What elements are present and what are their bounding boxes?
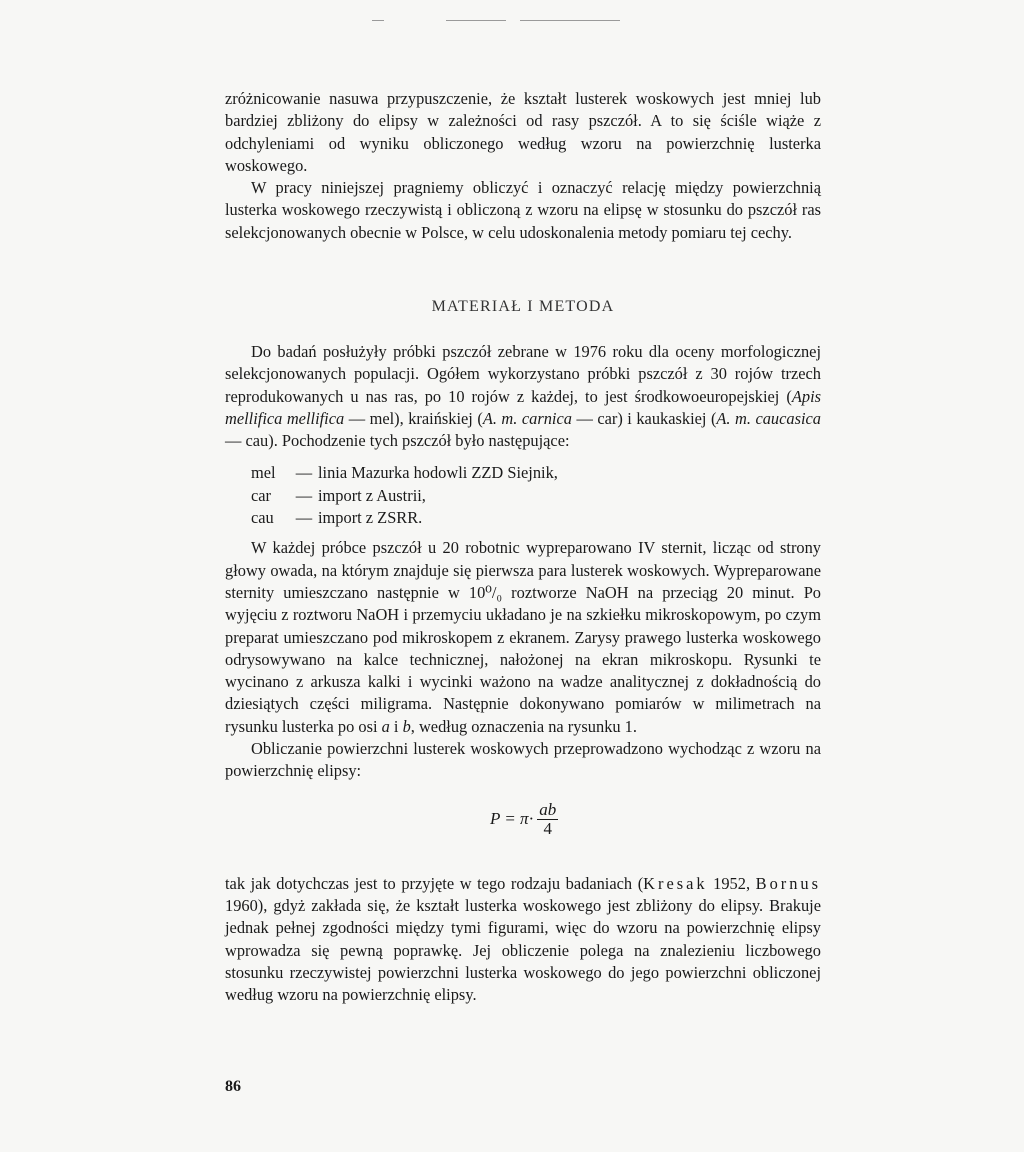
intro-paragraph: W pracy niniejszej pragniemy obliczyć i oznaczyć relację między powierzchnią lusterka woskowego rzeczywistą i obliczoną z wzoru na elipsę w stosunku do pszczół ras selekcjonowanych obecnie w Polsce, w celu udoskonalenia metody pomiaru tej cechy. bbox=[225, 178, 821, 242]
text-run: 1960), gdyż zakłada się, że kształt lusterka woskowego jest zbliżony do elipsy. Brakuje jednak pełnej zgodności między tymi figurami, więc do wzoru na powierzchnię elipsy wprowadza się pewną poprawkę. Jej obliczenie polega na znalezieniu liczbowego stosunku rzeczywistej powierzchni lusterka woskowego do jego powierzchni obliczonej według wzoru na powierzchnię elipsy. bbox=[225, 895, 821, 1005]
page-number: 86 bbox=[225, 1078, 241, 1095]
scan-artifact-line bbox=[372, 20, 384, 21]
formula-denominator: 4 bbox=[543, 818, 552, 838]
formula-equals: = bbox=[505, 808, 515, 828]
method-paragraph: Obliczanie powierzchni lusterek woskowych przeprowadzono wychodząc z wzoru na powierzchnię elipsy: bbox=[225, 739, 821, 781]
formula-dot: · bbox=[528, 808, 535, 828]
origin-code: car bbox=[251, 485, 272, 505]
axis-label: b bbox=[402, 716, 411, 736]
text-run: Do badań posłużyły próbki pszczół zebrane w 1976 roku dla oceny morfologicznej selekcjonowanych populacji. Ogółem wykorzystano próbki pszczół z 30 rojów trzech reprodukowanych u nas ras, po 10 rojów z każdej, to jest środkowoeuropejskiej ( bbox=[225, 342, 821, 406]
method-paragraph bbox=[225, 537, 821, 738]
intro-paragraph: zróżnicowanie nasuwa przypuszczenie, że kształt lusterek woskowych jest mniej lub bardziej zbliżony do elipsy w zależności od rasy pszczół. A to się ściśle wiąże z odchyleniami od wyniku obliczonego według wzoru na powierzchnię lusterka woskowego. bbox=[225, 89, 821, 175]
text-run: — cau). Pochodzenie tych pszczół było następujące: bbox=[225, 431, 570, 451]
origin-row bbox=[251, 485, 821, 507]
origin-code: mel bbox=[251, 463, 276, 483]
origin-row bbox=[251, 507, 821, 529]
axis-label: a bbox=[381, 716, 390, 736]
formula-expression bbox=[490, 801, 558, 838]
species-name: A. m. caucasica bbox=[716, 408, 822, 428]
text-run: — mel), kraińskiej ( bbox=[344, 408, 483, 428]
origin-source: import z ZSRR. bbox=[318, 508, 423, 528]
author-name: Bornus bbox=[755, 873, 821, 893]
formula-fraction bbox=[537, 801, 558, 838]
origin-code: cau bbox=[251, 508, 274, 528]
origin-dash: — bbox=[295, 508, 313, 528]
species-name: Apis mellifica mellifica bbox=[225, 386, 821, 428]
scan-artifact-line bbox=[446, 20, 506, 21]
origin-list bbox=[251, 462, 821, 529]
origin-dash: — bbox=[295, 463, 313, 483]
text-run: — car) i kaukaskiej ( bbox=[571, 408, 717, 428]
scan-artifact-line bbox=[520, 20, 620, 21]
text-run: tak jak dotychczas jest to przyjęte w tego rodzaju badaniach ( bbox=[225, 873, 644, 893]
ellipse-formula bbox=[225, 789, 821, 869]
formula-lhs: P bbox=[490, 808, 501, 828]
text-run: i bbox=[389, 716, 403, 736]
origin-row bbox=[251, 462, 821, 484]
method-paragraph bbox=[225, 873, 821, 1007]
text-run: , według oznaczenia na rysunku 1. bbox=[410, 716, 637, 736]
author-name: Kresak bbox=[643, 873, 708, 893]
formula-pi: π bbox=[519, 808, 529, 828]
section-heading: MATERIAŁ I METODA bbox=[431, 298, 615, 315]
method-paragraph bbox=[225, 341, 821, 452]
origin-source: linia Mazurka hodowli ZZD Siejnik, bbox=[318, 463, 558, 483]
origin-dash: — bbox=[295, 485, 313, 505]
text-run: W każdej próbce pszczół u 20 robotnic wypreparowano IV sternit, licząc od strony głowy owada, na którym znajduje się pierwsza para lusterek woskowych. Wypreparowane sternity umieszczano następnie w 10⁰/₀ roztworze NaOH na przeciąg 20 minut. Po wyjęciu z roztworu NaOH i przemyciu układano je na szkiełku mikroskopowym, po czym preparat umieszczano pod mikroskopem z ekranem. Zarysy prawego lusterka woskowego odrysowywano na kalce technicznej, nałożonej na ekran mikroskopu. Rysunki te wycinano z arkusza kalki i wycinki ważono na wadze analitycznej z dokładnością do dziesiątych części miligrama. Następnie dokonywano pomiarów w milimetrach na rysunku lusterka po osi bbox=[225, 538, 821, 736]
species-name: A. m. carnica bbox=[482, 408, 572, 428]
method-text bbox=[225, 341, 821, 1006]
text-run: 1952, bbox=[707, 873, 756, 893]
intro-text bbox=[225, 88, 821, 244]
origin-source: import z Austrii, bbox=[318, 485, 426, 505]
formula-numerator: ab bbox=[539, 799, 557, 819]
